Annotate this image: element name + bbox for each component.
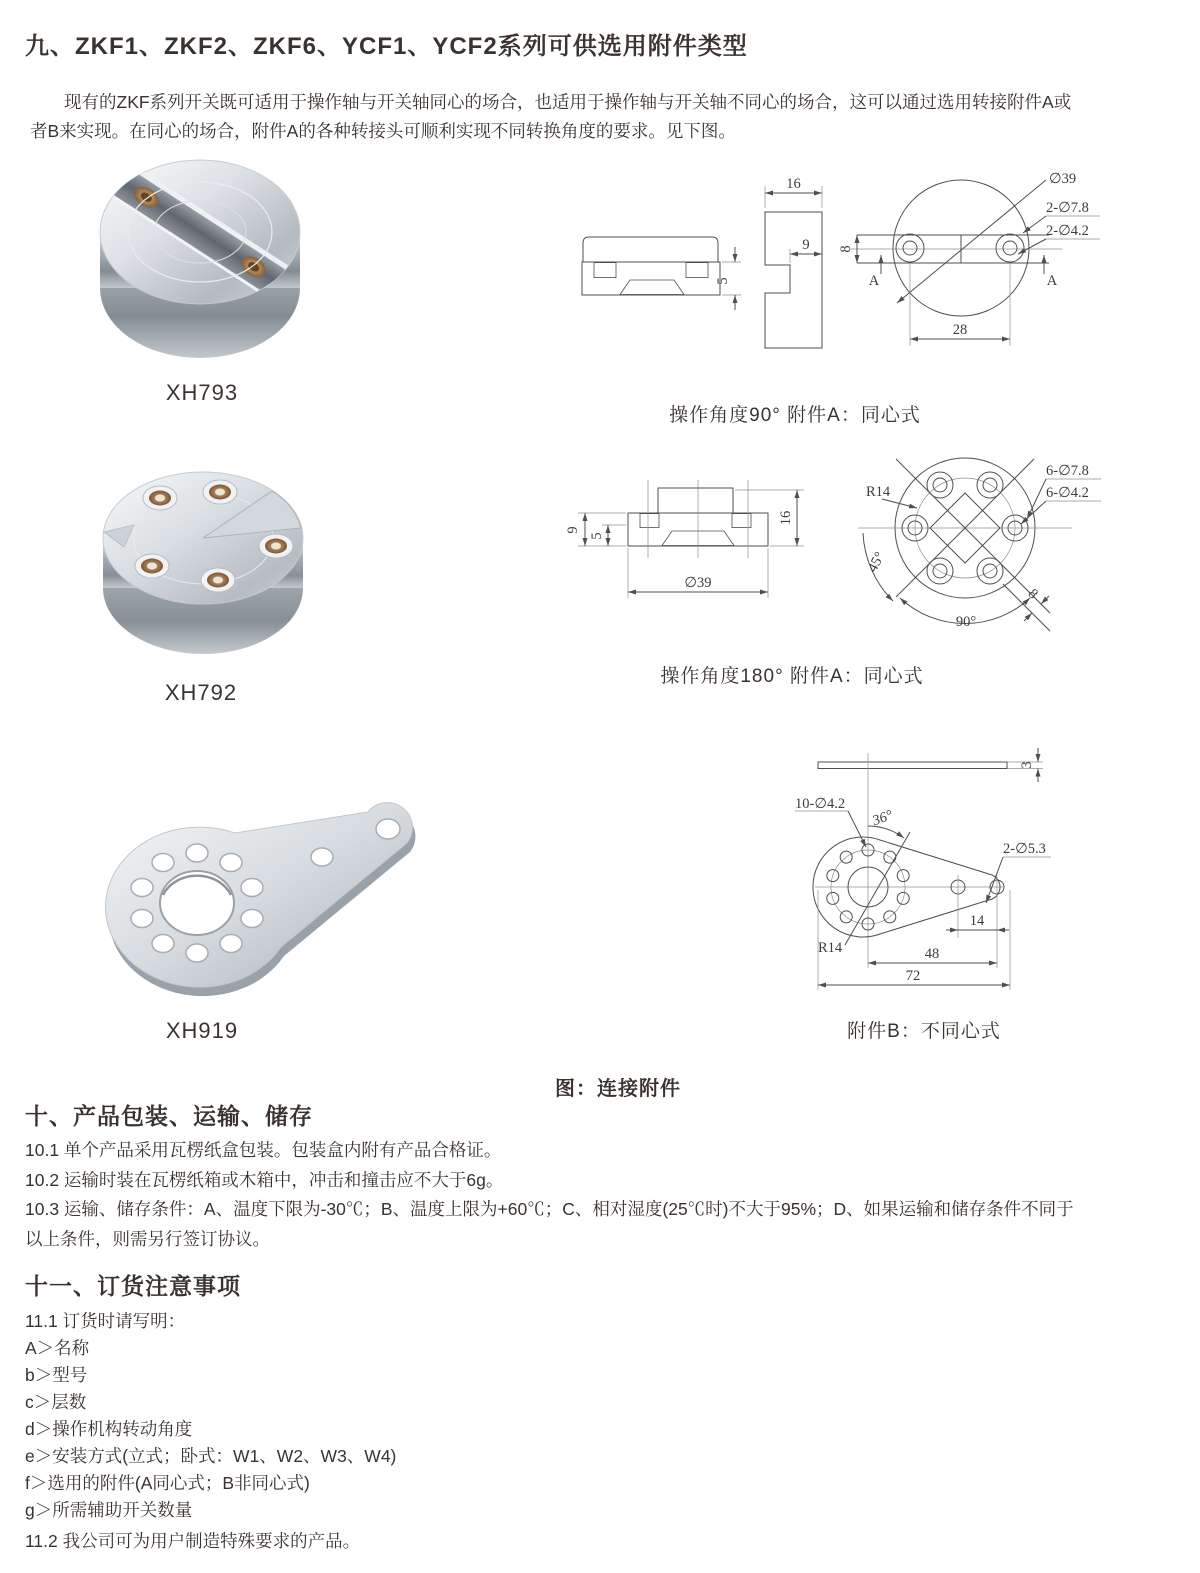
profile-view: [765, 176, 822, 348]
caption-attachment-b: 附件B：不同心式: [847, 1021, 1001, 1042]
drawing-attachment-b: [770, 740, 1190, 1030]
dim-label: 14: [969, 913, 985, 929]
dim-label: 8: [838, 245, 854, 253]
photo-xh793: [88, 152, 318, 362]
drawing-attachment-a-180: [560, 440, 1120, 690]
dim-label: 16: [778, 510, 794, 526]
dim-label: 28: [952, 322, 968, 338]
section11-item-d: d＞操作机构转动角度: [25, 1419, 193, 1439]
dim-label: 48: [924, 946, 940, 962]
section11-item-a: A＞名称: [25, 1338, 90, 1358]
dim-label: 6-∅7.8: [1046, 463, 1089, 479]
front-circular-view: [838, 171, 1100, 346]
intro-line-1: 现有的ZKF系列开关既可适用于操作轴与开关轴同心的场合，也适用于操作轴与开关轴不同心的场合，这可以通过选用转接附件A或: [64, 92, 1072, 112]
front-circular-view: [858, 458, 1101, 631]
dim-label: 6-∅4.2: [1046, 485, 1089, 501]
side-section-view: [582, 237, 741, 310]
lever-plate-photo: [106, 803, 416, 996]
dim-label: 3: [1019, 761, 1035, 769]
slotted-disc-photo: [88, 152, 317, 358]
dim-label: 2-∅7.8: [1046, 200, 1089, 216]
section-mark: A: [1046, 273, 1058, 289]
figure-caption: 图：连接附件: [555, 1078, 681, 1100]
dim-label: 45°: [864, 549, 889, 575]
intro-line-2: 者B来实现。在同心的场合，附件A的各种转接头可顺利实现不同转换角度的要求。见下图。: [30, 121, 736, 141]
dim-label: 36°: [870, 807, 895, 830]
photo-label-xh919: XH919: [165, 1018, 239, 1043]
photo-label-xh793: XH793: [165, 380, 239, 405]
adapter-disc-photo: [103, 472, 303, 654]
dim-label: R14: [866, 484, 891, 500]
dim-label: 90°: [955, 614, 977, 630]
dim-label: R14: [818, 940, 843, 956]
dim-label: 9: [802, 237, 810, 253]
section11-item-f: f＞选用的附件(A同心式；B非同心式): [25, 1473, 310, 1493]
section11-item2: 11.2 我公司可为用户制造特殊要求的产品。: [25, 1531, 361, 1551]
section11-heading: 十一、订货注意事项: [25, 1273, 241, 1299]
dim-label: 10-∅4.2: [795, 796, 846, 812]
photo-label-xh792: XH792: [164, 680, 238, 705]
section11-item-e: e＞安装方式(立式；卧式：W1、W2、W3、W4): [25, 1446, 397, 1466]
cross-section-view: [565, 480, 804, 598]
dim-label: 8: [1024, 585, 1042, 603]
section10-item3-line1: 10.3 运输、储存条件：A、温度下限为-30℃；B、温度上限为+60℃；C、相对湿度(25℃时)不大于95%；D、如果运输和储存条件不同于: [25, 1199, 1074, 1219]
dim-label: 72: [905, 968, 921, 984]
dim-label: 2-∅4.2: [1046, 223, 1089, 239]
section10-item1: 10.1 单个产品采用瓦楞纸盒包装。包装盒内附有产品合格证。: [25, 1140, 502, 1160]
section10-heading: 十、产品包装、运输、储存: [25, 1103, 313, 1129]
section11-item1: 11.1 订货时请写明：: [25, 1311, 186, 1331]
section11-item-b: b＞型号: [25, 1365, 88, 1385]
section10-item2: 10.2 运输时装在瓦楞纸箱或木箱中，冲击和撞击应不大于6g。: [25, 1170, 504, 1190]
dim-label: 2-∅5.3: [1003, 841, 1046, 857]
section11-item-g: g＞所需辅助开关数量: [25, 1500, 193, 1520]
dim-label: 5: [715, 277, 731, 285]
plan-view: [795, 753, 1051, 990]
section10-item3-line2: 以上条件，则需另行签订协议。: [25, 1229, 270, 1249]
edge-view: [818, 748, 1043, 782]
dim-label: 16: [786, 176, 801, 192]
caption-180deg: 操作角度180° 附件A：同心式: [660, 666, 924, 687]
section11-item-c: c＞层数: [25, 1392, 87, 1412]
dim-label: 9: [565, 526, 581, 534]
photo-xh919: [85, 785, 445, 1000]
section-mark: A: [868, 273, 880, 289]
photo-xh792: [88, 448, 323, 663]
drawing-attachment-a-90: [560, 150, 1120, 410]
caption-90deg: 操作角度90° 附件A：同心式: [669, 405, 921, 426]
dim-label: ∅39: [684, 575, 712, 591]
dim-label: ∅39: [1049, 171, 1077, 187]
page-title: 九、ZKF1、ZKF2、ZKF6、YCF1、YCF2系列可供选用附件类型: [25, 33, 748, 60]
dim-label: 5: [589, 532, 605, 540]
